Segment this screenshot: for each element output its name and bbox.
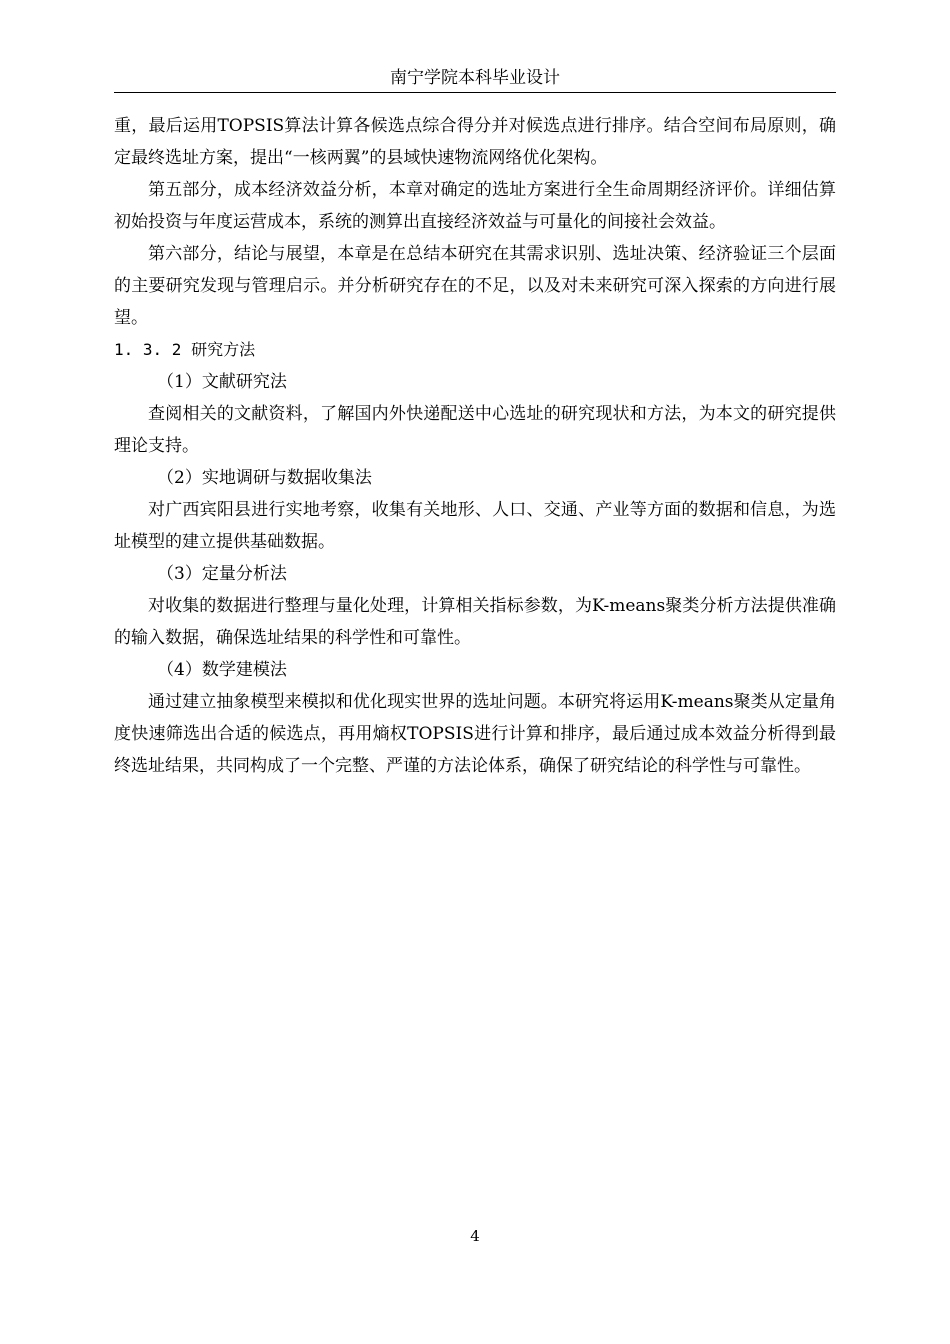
method-title-modeling: （4）数学建模法 <box>157 660 287 680</box>
header-divider <box>114 92 836 93</box>
method-title-quantitative: （3）定量分析法 <box>157 564 287 584</box>
method-text-modeling: 通过建立抽象模型来模拟和优化现实世界的选址问题。本研究将运用K-means聚类从定量角度快速筛选出合适的候选点，再用熵权TOPSIS进行计算和排序，最后通过成本效益分析得到最终选址结果，共同构成了一个完整、严谨的方法论体系，确保了研究结论的科学性与可靠性。 <box>114 692 836 776</box>
method-title-literature: （1）文献研究法 <box>157 372 287 392</box>
method-text-fieldwork: 对广西宾阳县进行实地考察，收集有关地形、人口、交通、产业等方面的数据和信息，为选址模型的建立提供基础数据。 <box>114 500 836 552</box>
method-text-quantitative: 对收集的数据进行整理与量化处理，计算相关指标参数，为K-means聚类分析方法提供准确的输入数据，确保选址结果的科学性和可靠性。 <box>114 596 836 648</box>
section-heading-research-methods: 1. 3. 2 研究方法 <box>114 340 256 359</box>
document-body <box>114 110 836 782</box>
paragraph-part-five: 第五部分，成本经济效益分析，本章对确定的选址方案进行全生命周期经济评价。详细估算初始投资与年度运营成本，系统的测算出直接经济效益与可量化的间接社会效益。 <box>114 180 836 232</box>
method-title-fieldwork: （2）实地调研与数据收集法 <box>157 468 372 488</box>
page-header-title: 南宁学院本科毕业设计 <box>390 68 560 88</box>
method-text-literature: 查阅相关的文献资料，了解国内外快递配送中心选址的研究现状和方法，为本文的研究提供理论支持。 <box>114 404 836 456</box>
paragraph-part-six: 第六部分，结论与展望，本章是在总结本研究在其需求识别、选址决策、经济验证三个层面的主要研究发现与管理启示。并分析研究存在的不足，以及对未来研究可深入探索的方向进行展望。 <box>114 244 836 328</box>
page-number: 4 <box>470 1227 480 1245</box>
paragraph-continuation: 重，最后运用TOPSIS算法计算各候选点综合得分并对候选点进行排序。结合空间布局原则，确定最终选址方案，提出“一核两翼”的县域快速物流网络优化架构。 <box>114 116 836 168</box>
